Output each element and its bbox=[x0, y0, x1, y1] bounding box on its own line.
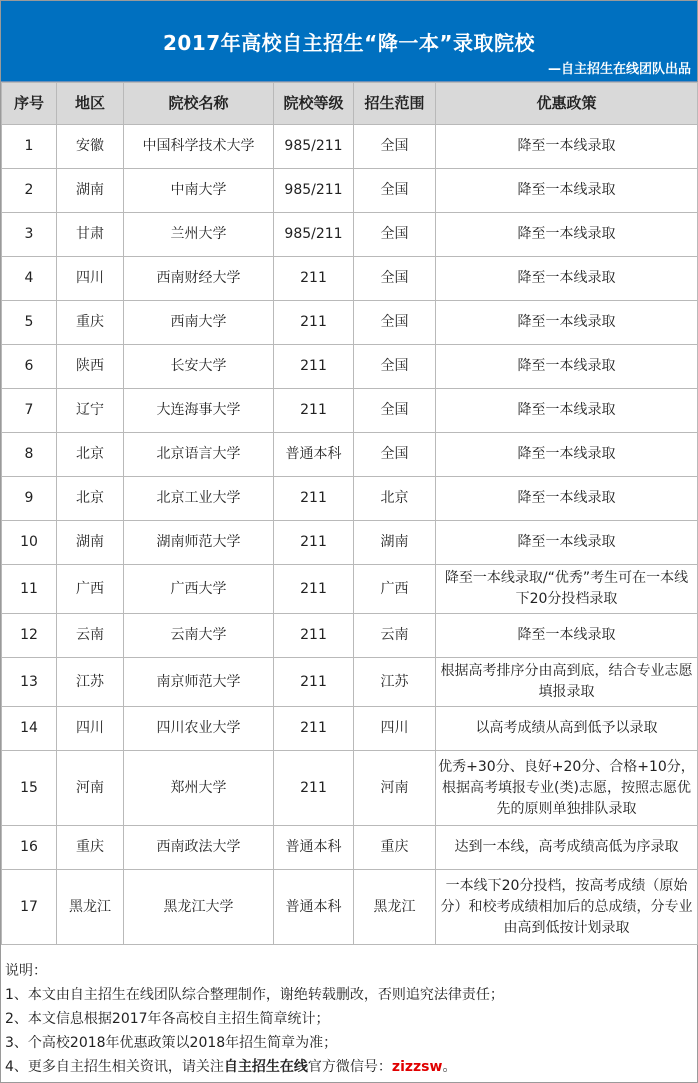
notes-heading: 说明： bbox=[5, 963, 47, 979]
table-row bbox=[2, 257, 698, 301]
page-subtitle: —自主招生在线团队出品 bbox=[547, 62, 691, 77]
cell-school-level: 211 bbox=[274, 257, 354, 301]
cell-school-level: 211 bbox=[274, 521, 354, 565]
cell-enroll-scope: 广西 bbox=[354, 565, 436, 614]
brand-name: 自主招生在线 bbox=[223, 1059, 308, 1075]
cell-enroll-scope: 云南 bbox=[354, 614, 436, 658]
cell-school-name: 北京语言大学 bbox=[124, 433, 274, 477]
cell-region: 安徽 bbox=[57, 125, 124, 169]
cell-index: 8 bbox=[2, 433, 57, 477]
cell-region: 广西 bbox=[57, 565, 124, 614]
cell-school-name: 西南财经大学 bbox=[124, 257, 274, 301]
cell-policy: 降至一本线录取 bbox=[436, 301, 698, 345]
cell-policy: 以高考成绩从高到低予以录取 bbox=[436, 707, 698, 751]
cell-region: 河南 bbox=[57, 751, 124, 826]
cell-school-name: 云南大学 bbox=[124, 614, 274, 658]
cell-region: 黑龙江 bbox=[57, 870, 124, 945]
wechat-id: zizzsw bbox=[391, 1059, 443, 1075]
cell-policy: 降至一本线录取 bbox=[436, 169, 698, 213]
cell-enroll-scope: 北京 bbox=[354, 477, 436, 521]
table-row bbox=[2, 870, 698, 945]
cell-enroll-scope: 湖南 bbox=[354, 521, 436, 565]
cell-region: 陕西 bbox=[57, 345, 124, 389]
cell-school-name: 四川农业大学 bbox=[124, 707, 274, 751]
cell-enroll-scope: 全国 bbox=[354, 389, 436, 433]
table-row bbox=[2, 707, 698, 751]
cell-enroll-scope: 黑龙江 bbox=[354, 870, 436, 945]
cell-index: 13 bbox=[2, 658, 57, 707]
cell-school-name: 西南大学 bbox=[124, 301, 274, 345]
cell-school-name: 西南政法大学 bbox=[124, 826, 274, 870]
cell-region: 湖南 bbox=[57, 521, 124, 565]
cell-policy: 根据高考排序分由高到底，结合专业志愿填报录取 bbox=[436, 658, 698, 707]
note-line-wechat bbox=[5, 1055, 693, 1079]
cell-policy: 降至一本线录取 bbox=[436, 433, 698, 477]
title-banner bbox=[1, 1, 697, 82]
cell-enroll-scope: 全国 bbox=[354, 213, 436, 257]
cell-school-name: 大连海事大学 bbox=[124, 389, 274, 433]
cell-region: 北京 bbox=[57, 433, 124, 477]
header-enroll-scope: 招生范围 bbox=[354, 83, 436, 125]
table-row bbox=[2, 125, 698, 169]
cell-region: 重庆 bbox=[57, 826, 124, 870]
cell-policy: 降至一本线录取 bbox=[436, 477, 698, 521]
table-row bbox=[2, 169, 698, 213]
cell-enroll-scope: 全国 bbox=[354, 125, 436, 169]
cell-region: 云南 bbox=[57, 614, 124, 658]
cell-enroll-scope: 江苏 bbox=[354, 658, 436, 707]
cell-region: 重庆 bbox=[57, 301, 124, 345]
cell-index: 15 bbox=[2, 751, 57, 826]
cell-school-name: 广西大学 bbox=[124, 565, 274, 614]
cell-policy: 降至一本线录取/“优秀”考生可在一本线下20分投档录取 bbox=[436, 565, 698, 614]
cell-enroll-scope: 全国 bbox=[354, 301, 436, 345]
cell-policy: 降至一本线录取 bbox=[436, 257, 698, 301]
cell-school-name: 南京师范大学 bbox=[124, 658, 274, 707]
cell-index: 9 bbox=[2, 477, 57, 521]
cell-index: 4 bbox=[2, 257, 57, 301]
cell-index: 2 bbox=[2, 169, 57, 213]
cell-policy: 降至一本线录取 bbox=[436, 614, 698, 658]
cell-school-name: 中国科学技术大学 bbox=[124, 125, 274, 169]
cell-enroll-scope: 河南 bbox=[354, 751, 436, 826]
cell-school-name: 中南大学 bbox=[124, 169, 274, 213]
table-row bbox=[2, 213, 698, 257]
cell-school-level: 普通本科 bbox=[274, 433, 354, 477]
header-region: 地区 bbox=[57, 83, 124, 125]
header-index: 序号 bbox=[2, 83, 57, 125]
cell-school-level: 普通本科 bbox=[274, 870, 354, 945]
table-row bbox=[2, 614, 698, 658]
cell-school-name: 北京工业大学 bbox=[124, 477, 274, 521]
cell-school-level: 211 bbox=[274, 751, 354, 826]
cell-school-level: 211 bbox=[274, 301, 354, 345]
note-line: 2、本文信息根据2017年各高校自主招生简章统计； bbox=[5, 1011, 330, 1027]
cell-school-level: 211 bbox=[274, 477, 354, 521]
cell-enroll-scope: 全国 bbox=[354, 433, 436, 477]
cell-enroll-scope: 全国 bbox=[354, 169, 436, 213]
cell-school-level: 211 bbox=[274, 658, 354, 707]
header-school-level: 院校等级 bbox=[274, 83, 354, 125]
cell-enroll-scope: 重庆 bbox=[354, 826, 436, 870]
table-row bbox=[2, 301, 698, 345]
table-row bbox=[2, 433, 698, 477]
cell-school-level: 211 bbox=[274, 389, 354, 433]
header-policy: 优惠政策 bbox=[436, 83, 698, 125]
cell-index: 11 bbox=[2, 565, 57, 614]
note-line-middle: 官方微信号： bbox=[307, 1059, 392, 1075]
cell-enroll-scope: 全国 bbox=[354, 345, 436, 389]
cell-region: 甘肃 bbox=[57, 213, 124, 257]
cell-region: 辽宁 bbox=[57, 389, 124, 433]
cell-school-name: 郑州大学 bbox=[124, 751, 274, 826]
cell-policy: 降至一本线录取 bbox=[436, 521, 698, 565]
cell-policy: 降至一本线录取 bbox=[436, 125, 698, 169]
cell-enroll-scope: 四川 bbox=[354, 707, 436, 751]
cell-index: 1 bbox=[2, 125, 57, 169]
cell-index: 5 bbox=[2, 301, 57, 345]
cell-school-name: 长安大学 bbox=[124, 345, 274, 389]
note-line: 3、个高校2018年优惠政策以2018年招生简章为准； bbox=[5, 1035, 338, 1051]
notes-section bbox=[1, 945, 697, 1079]
table-row bbox=[2, 658, 698, 707]
table-header-row bbox=[2, 83, 698, 125]
cell-enroll-scope: 全国 bbox=[354, 257, 436, 301]
note-line: 1、本文由自主招生在线团队综合整理制作，谢绝转载删改，否则追究法律责任； bbox=[5, 987, 504, 1003]
cell-school-name: 兰州大学 bbox=[124, 213, 274, 257]
cell-school-level: 985/211 bbox=[274, 125, 354, 169]
cell-index: 7 bbox=[2, 389, 57, 433]
cell-school-name: 湖南师范大学 bbox=[124, 521, 274, 565]
cell-school-level: 211 bbox=[274, 707, 354, 751]
cell-index: 10 bbox=[2, 521, 57, 565]
cell-policy: 一本线下20分投档，按高考成绩（原始分）和校考成绩相加后的总成绩，分专业由高到低按计划录取 bbox=[436, 870, 698, 945]
cell-school-name: 黑龙江大学 bbox=[124, 870, 274, 945]
cell-region: 江苏 bbox=[57, 658, 124, 707]
cell-index: 14 bbox=[2, 707, 57, 751]
cell-school-level: 普通本科 bbox=[274, 826, 354, 870]
cell-index: 12 bbox=[2, 614, 57, 658]
table-row bbox=[2, 345, 698, 389]
cell-policy: 降至一本线录取 bbox=[436, 345, 698, 389]
cell-index: 6 bbox=[2, 345, 57, 389]
table-row bbox=[2, 751, 698, 826]
table-row bbox=[2, 565, 698, 614]
note-line-prefix: 4、更多自主招生相关资讯，请关注 bbox=[5, 1059, 224, 1075]
cell-index: 17 bbox=[2, 870, 57, 945]
cell-index: 16 bbox=[2, 826, 57, 870]
cell-policy: 降至一本线录取 bbox=[436, 213, 698, 257]
cell-school-level: 985/211 bbox=[274, 213, 354, 257]
note-line-end: 。 bbox=[442, 1059, 457, 1075]
header-school-name: 院校名称 bbox=[124, 83, 274, 125]
cell-school-level: 211 bbox=[274, 614, 354, 658]
admissions-table bbox=[1, 82, 698, 945]
table-row bbox=[2, 477, 698, 521]
cell-policy: 优秀+30分、良好+20分、合格+10分，根据高考填报专业(类)志愿，按照志愿优先的原则单独排队录取 bbox=[436, 751, 698, 826]
cell-region: 湖南 bbox=[57, 169, 124, 213]
cell-school-level: 211 bbox=[274, 565, 354, 614]
page-title: 2017年高校自主招生“降一本”录取院校 bbox=[163, 31, 535, 55]
table-row bbox=[2, 521, 698, 565]
cell-region: 四川 bbox=[57, 257, 124, 301]
cell-policy: 降至一本线录取 bbox=[436, 389, 698, 433]
cell-region: 四川 bbox=[57, 707, 124, 751]
cell-school-level: 211 bbox=[274, 345, 354, 389]
table-row bbox=[2, 389, 698, 433]
cell-policy: 达到一本线，高考成绩高低为序录取 bbox=[436, 826, 698, 870]
cell-school-level: 985/211 bbox=[274, 169, 354, 213]
table-row bbox=[2, 826, 698, 870]
cell-region: 北京 bbox=[57, 477, 124, 521]
cell-index: 3 bbox=[2, 213, 57, 257]
